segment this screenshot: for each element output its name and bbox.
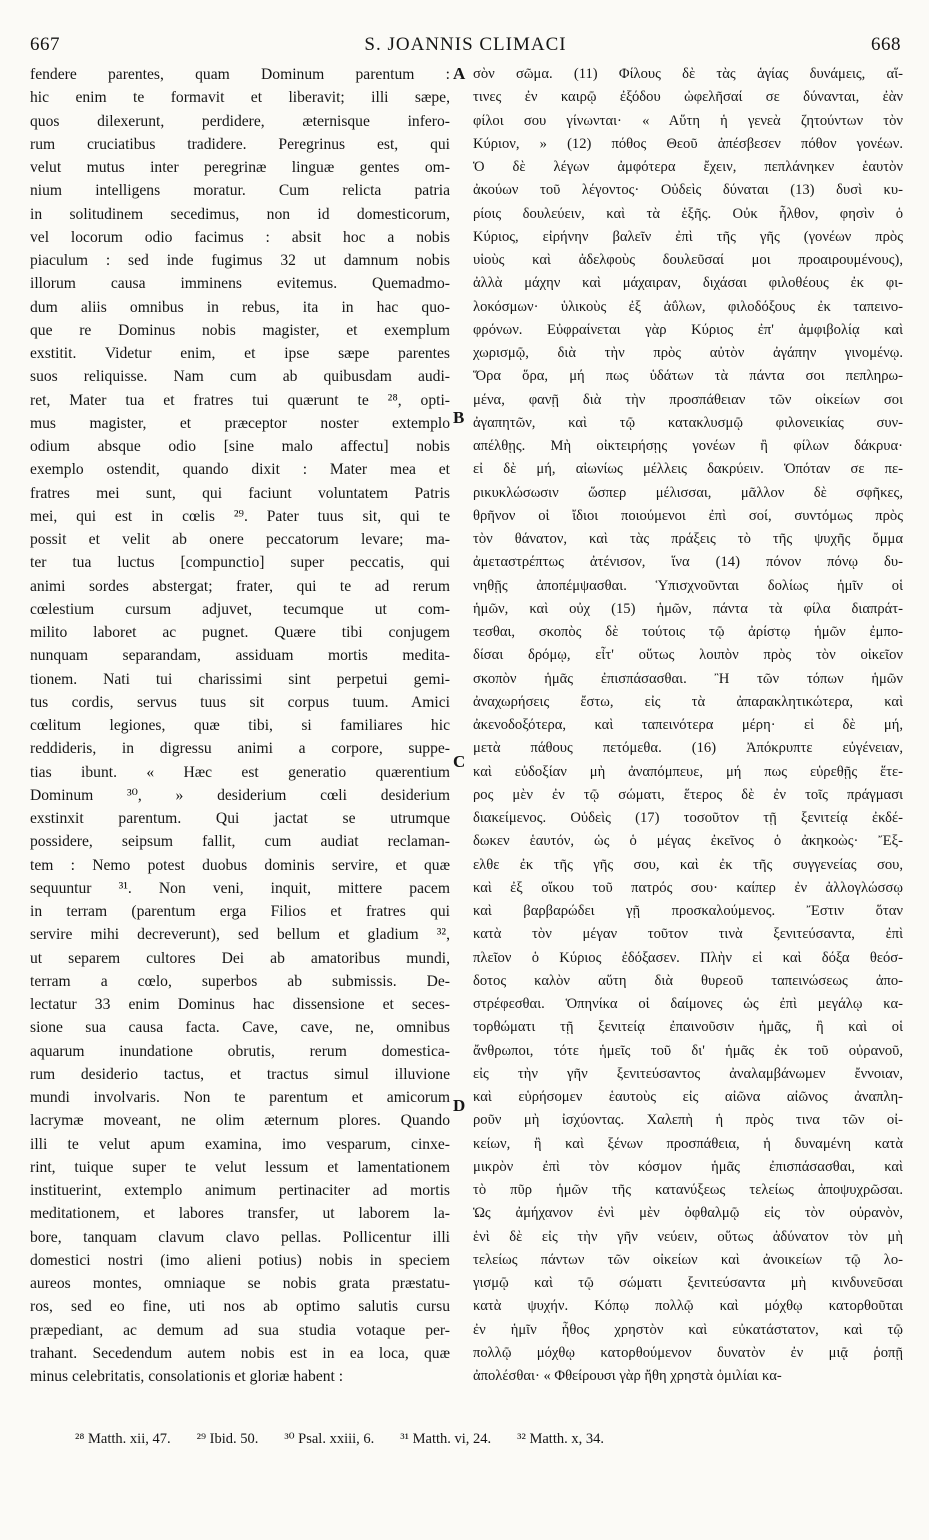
greek-text-line: ροῦν μὴ ἰσχύοντας. Χαλεπὴ ἡ πρὸς τινα τῶν οἰ- xyxy=(473,1112,903,1129)
latin-text-line: hic enim te formavit et liberavit; illi sæpe, xyxy=(30,89,450,107)
greek-text-line: μένα, φανῇ διὰ τὴν προσπάθειαν τῶν οἰκείων σοι xyxy=(473,391,903,408)
footnote: ²⁸ Matth. xii, 47. xyxy=(75,1431,171,1447)
greek-text-line: φίλοι σου γίνωνται· « Αὕτη ἡ γενεὰ ζητούντων τὸν xyxy=(473,112,903,129)
latin-text-line: possit et velit ab onere peccatorum levare; ma- xyxy=(30,531,450,548)
latin-text-line: instituerint, extemplo animum pertinaciter ad mortis xyxy=(30,1182,450,1199)
greek-text-line: στρέφεσθαι. Ὁπηνίκα οἱ δαίμονες ὡς ἐπὶ μεγάλῳ κα- xyxy=(473,996,903,1012)
greek-text-line: δοτος καλὸν αὕτη διὰ θυρεοῦ ταπεινώσεως ἀπο- xyxy=(473,972,903,989)
margin-letter-b: B xyxy=(453,408,465,427)
greek-text-line: φρόνων. Εὐφραίνεται γὰρ Κύριος ἐπ' ἀμφιβολίᾳ καὶ xyxy=(473,321,903,338)
greek-text-line: ἀγαπητῶν, καὶ τῷ κατακλυσμῷ φιλονεικίας συν- xyxy=(473,414,903,431)
page-number-left: 667 xyxy=(30,34,60,55)
greek-text-line: εἰ δὲ μή, αἰωνίως μέλλεις δακρύειν. Ὁπόταν σε πε- xyxy=(473,461,903,478)
latin-text-line: lectatur 33 enim Dominus hac dissensione et seces- xyxy=(30,996,450,1013)
greek-text-line: ἀναχωρήσεις ἔστω, εἰς τὰ ἀπαρακλητικώτερα, καὶ xyxy=(473,693,903,710)
greek-text-line: δίσαι δρόμῳ, εἶτ' οὕτως λοιπὸν πρὸς τὸν οἰκεῖον xyxy=(473,647,903,664)
greek-text-line: ρικυκλώσωσιν ὥσπερ μέλισσαι, μᾶλλον δὲ σφῆκες, xyxy=(473,484,903,501)
greek-text-line: ρος μὲν ἐν τῷ σώματι, ἕτερος δὲ ἐν τοῖς πράγμασι xyxy=(473,786,903,803)
greek-text-line: ἀπολέσθαι· « Φθείρουσι γὰρ ἤθη χρηστὰ ὁμιλίαι κα- xyxy=(473,1368,782,1384)
latin-text-line: tionem. Nati tui charissimi sint perpetui gemi- xyxy=(30,670,450,688)
greek-text-line: καὶ βαρβαρώδει γῇ προσκαλούμενος. Ἔστιν ὅταν xyxy=(473,903,903,919)
latin-text-line: bore, tanquam clavum clavo pellas. Pollicentur illi xyxy=(30,1228,450,1246)
greek-text-line: κατὰ τὸν μέγαν τοῦτον τινὰ ξενιτεύσαντα, ἐπὶ xyxy=(473,926,903,943)
greek-text-line: λοκόσμων· ὑλικοὺς ἐξ ἀΰλων, φιλοδόξους ἐκ ταπεινο- xyxy=(473,298,903,315)
greek-text-line: θρῆνον οἱ ἴδιοι ποιούμενοι ἐπὶ σοί, συντόμως πρὸς xyxy=(473,507,903,524)
greek-text-line: κείων, ἢ καὶ ξένων προσπάθεια, ἡ δυναμένη κατὰ xyxy=(473,1135,903,1152)
greek-text-line: διακείμενος. Οὐδεὶς (17) τοσοῦτον τῇ ξενιτείᾳ ἐκδέ- xyxy=(473,810,903,826)
latin-text-line: fendere parentes, quam Dominum parentum : xyxy=(30,66,450,83)
greek-text-line: τελείως πάντων τῶν οἰκείων καὶ ἀνοικείων τῷ λο- xyxy=(473,1251,903,1268)
greek-text-line: μικρὸν ἐπὶ τὸν κόσμον ἡμᾶς ἐπισπάσασθαι, καὶ xyxy=(473,1158,903,1175)
greek-text-line: ἀκούων τοῦ λέγοντος· Οὐδεὶς δύναται (13) δυσὶ κυ- xyxy=(473,182,903,199)
greek-text-line: υἱοὺς καὶ ἀδελφοὺς δουλεῦσαί μοι προαιρουμένους), xyxy=(473,252,903,268)
greek-text-line: τορθώματι τῇ ξενιτείᾳ ἐπαινοῦσιν ἡμᾶς, ἢ καὶ οἱ xyxy=(473,1019,903,1036)
greek-text-line: καὶ εὑρήσομεν ἑαυτοὺς εἰς αἰῶνα αἰῶνος ἀναπλη- xyxy=(473,1089,903,1105)
greek-text-line: Ὅρα ὅρα, μή πως ὑδάτων τὰ πάντα σοι πεπληρω- xyxy=(473,368,903,385)
greek-text-line: απέλθῃς. Μὴ οἰκτειρήσῃς γονέων ἢ φίλων δάκρυα· xyxy=(473,438,903,454)
footnote: ²⁹ Ibid. 50. xyxy=(196,1431,259,1447)
latin-text-line: servire mihi decreverunt), sed bellum et gladium ³², xyxy=(30,926,450,944)
latin-text-line: præpediant, ac demum ad sua studia votaque per- xyxy=(30,1321,450,1339)
latin-text-line: cœlitum legiones, quæ tibi, si familiares hic xyxy=(30,717,450,734)
latin-text-line: tus cordis, servus tuus sit corpus tuum. Amici xyxy=(30,693,450,711)
latin-text-line: animi sordes abstergat; frater, qui te ad rerum xyxy=(30,577,450,595)
latin-text-line: odium absque odio [sine malo affectu] nobis xyxy=(30,438,450,455)
footnotes xyxy=(75,1431,869,1448)
greek-text-line: ἑνὶ δὲ εἰς τὴν γῆν νεύειν, οὕτως ἀδύνατον τὸν μὴ xyxy=(473,1228,903,1245)
greek-text-line: τὸ πῦρ ἡμῶν τῆς κατανύξεως τελείως ἀποψυχρῶσαι. xyxy=(473,1182,903,1198)
latin-text-line: tias ibunt. « Hæc est generatio quærentium xyxy=(30,763,450,781)
latin-text-line: quos dilexerunt, perdidere, æternisque infero- xyxy=(30,112,450,130)
greek-text-line: μετὰ πάθους πετόμεθα. (16) Ἀπόκρυπτε εὐγένειαν, xyxy=(473,740,903,757)
footnote: ³² Matth. x, 34. xyxy=(517,1431,604,1447)
latin-column xyxy=(30,63,450,1388)
greek-text-line: ἀμεταστρέπτως ἀτένισον, ἵνα (14) πόνον πόνῳ δυ- xyxy=(473,554,903,571)
latin-text-line: ros, sed eo fine, uti nos ab optimo salutis cursu xyxy=(30,1298,450,1316)
footnote: ³¹ Matth. vi, 24. xyxy=(400,1431,492,1447)
latin-text-line: rum desiderio tactus, et tractus simul illuvione xyxy=(30,1065,450,1083)
greek-text-line: σὸν σῶμα. (11) Φίλους δὲ τὰς ἁγίας δυνάμεις, αἵ- xyxy=(473,66,903,82)
greek-text-line: Κύριος, εἰρήνην βαλεῖν ἐπὶ τῆς γῆς (γονέων πρὸς xyxy=(473,228,903,245)
greek-text-line: καὶ ἐξ οἴκου τοῦ πατρός σου· καίπερ ἐν ἀλλογλώσσῳ xyxy=(473,879,903,896)
latin-text-line: terram a cœlo, superbos ab submissis. De- xyxy=(30,972,450,990)
greek-text-line: ρίοις δουλεύειν, καὶ τὰ ἑξῆς. Οὐκ ἦλθον, φησὶν ὁ xyxy=(473,205,903,222)
latin-text-line: ter tua luctus [compunctio] super peccatis, qui xyxy=(30,554,450,572)
greek-column xyxy=(473,63,903,1388)
latin-text-line: aquarum inundatione obrutis, rerum domestica- xyxy=(30,1042,450,1060)
greek-text-line: ἀλλὰ μάχην καὶ μάχαιραν, διχάσαι φιλοθέους ἐκ φι- xyxy=(473,275,903,292)
greek-text-line: Ὡς ἀμήχανον ἐνὶ μὲν ὀφθαλμῷ εἰς τὸν οὐρανὸν, xyxy=(473,1205,903,1222)
latin-text-line: sequuntur ³¹. Non veni, inquit, mittere pacem xyxy=(30,879,450,897)
margin-letter-a: A xyxy=(453,64,466,83)
greek-text-line: δωκεν ἑαυτόν, ὡς ὁ μέγας ἐκεῖνος ὁ ἀκηκοὼς· Ἔξ- xyxy=(473,833,903,850)
latin-text-line: exstitit. Videtur enim, et ipse sæpe parentes xyxy=(30,345,450,362)
latin-text-line: domestici nostri (imo alieni potius) nobis in speciem xyxy=(30,1251,450,1269)
greek-text-line: εἰς τὴν γῆν ξενιτεύσαντος ἀναλαμβάνωμεν ἔννοιαν, xyxy=(473,1065,903,1082)
margin-letter-d: D xyxy=(453,1096,466,1115)
greek-text-line: ἐν ἡμῖν ἦθος χρηστὸν καὶ εὐκατάστατον, καὶ τῷ xyxy=(473,1321,903,1338)
latin-text-line: possidere, seipsum fallit, cum audiat reclaman- xyxy=(30,833,450,851)
latin-text-line: milito laboret ac pugnet. Quære tibi conjugem xyxy=(30,624,450,641)
latin-text-line: ret, Mater tua et fratres tui quærunt te ²⁸, opti- xyxy=(30,391,450,409)
latin-text-line: rum cruciatibus tradidere. Peregrinus est, qui xyxy=(30,135,450,153)
greek-text-line: πλεῖον ὁ Κύριος ἐδόξασεν. Πλὴν εἰ καὶ δόξα θεόσ- xyxy=(473,949,903,966)
greek-text-line: χωρισμῷ, διὰ τὴν πρὸς αὐτὸν ἀγάπην γινομένῳ. xyxy=(473,345,903,361)
latin-text-line: lacrymæ moveant, ne olim æternum plores. Quando xyxy=(30,1112,450,1130)
latin-text-line: minus celebritatis, consolationis et gloriæ habent : xyxy=(30,1368,344,1385)
greek-text-line: καὶ εὐδοξίαν μὴ ἀναπόμπευε, μή πως εὑρεθῇς ἕτε- xyxy=(473,763,903,780)
greek-text-line: ελθε ἐκ τῆς γῆς σου, καὶ ἐκ τῆς συγγενείας σου, xyxy=(473,856,903,873)
latin-text-line: mei, qui est in cœlis ²⁹. Pater tuus sit, qui te xyxy=(30,507,450,525)
page-number-right: 668 xyxy=(871,34,901,55)
latin-text-line: trahant. Secedendum autem nobis est in ea loca, quæ xyxy=(30,1344,450,1362)
latin-text-line: piaculum : sed inde fugimus 32 ut damnum nobis xyxy=(30,252,450,269)
greek-text-line: τὸν θάνατον, καὶ τὰς πράξεις τὸ τῆς ψυχῆς ὄμμα xyxy=(473,531,903,547)
latin-text-line: mus magister, et præceptor noster extemplo xyxy=(30,414,450,432)
margin-letter-c: C xyxy=(453,752,466,771)
greek-text-line: σκοπὸν ἡμᾶς ἐπισπάσασθαι. Ἢ τῶν τόπων ἡμῶν xyxy=(473,670,903,687)
latin-text-line: dum aliis omnibus in rebus, ita in hac quo- xyxy=(30,298,450,316)
running-header xyxy=(30,34,901,58)
greek-text-line: ἀκενοδοξότερα, καὶ ταπεινότερα μέρη· εἰ δὲ μή, xyxy=(473,717,903,733)
greek-text-line: τεσθαι, σκοπὸς δὲ τούτοις τῷ ἀρίστῳ ἡμῶν ἐμπο- xyxy=(473,624,903,640)
latin-text-line: ut separem cultores Dei ab amatoribus mundi, xyxy=(30,949,450,967)
greek-text-line: γισμῷ καὶ τῷ σώματι ξενιτεύσαντα μὴ κινδυνεῦσαι xyxy=(473,1275,903,1291)
footnote: ³⁰ Psal. xxiii, 6. xyxy=(284,1431,375,1447)
greek-text-line: τινες ἐν καιρῷ ἐξόδου ὠφελῆσαί σε δύνανται, ἐὰν xyxy=(473,89,903,106)
latin-text-line: illorum causa imminens evitemus. Quemadmo- xyxy=(30,275,450,293)
latin-text-line: Dominum ³⁰, » desiderium cœli desiderium xyxy=(30,786,450,804)
latin-text-line: fratres mei sunt, qui faciunt voluntatem Patris xyxy=(30,484,450,502)
latin-text-line: que re Dominus nobis magister, et exemplum xyxy=(30,321,450,339)
latin-text-line: in solitudinem secedimus, non id domesticorum, xyxy=(30,205,450,223)
latin-text-line: in terram (parentum erga Filios et fratres qui xyxy=(30,903,450,920)
latin-text-line: tem : Nemo potest duobus dominis servire, et quæ xyxy=(30,856,450,874)
greek-text-line: ἡμῶν, καὶ οὐχ (15) ἡμῶν, πάντα τὰ φίλα διαπράτ- xyxy=(473,600,903,617)
latin-text-line: exstinxit parentum. Qui jactat se utrumque xyxy=(30,810,450,827)
running-title: S. JOANNIS CLIMACI xyxy=(364,34,567,55)
latin-text-line: mundi involvaris. Non te parentum et amicorum xyxy=(30,1089,450,1106)
latin-text-line: velut mutus inter peregrinæ linguæ gentes om- xyxy=(30,159,450,176)
greek-text-line: ἄνθρωποι, τότε ἡμεῖς τοῦ δι' ἡμᾶς ἐκ τοῦ οὐρανοῦ, xyxy=(473,1042,903,1059)
latin-text-line: rint, tuique super te velut lessum et lamentationem xyxy=(30,1158,450,1176)
latin-text-line: sione sua causa facta. Cave, cave, ne, omnibus xyxy=(30,1019,450,1037)
latin-text-line: nunquam separandam, assiduam mortis medita- xyxy=(30,647,450,665)
latin-text-line: reddideris, in digressu animi a corpore, suppe- xyxy=(30,740,450,758)
latin-text-line: meditationem, et labores transfer, ut laborem la- xyxy=(30,1205,450,1223)
latin-text-line: illi te velut apum examina, imo vesparum, cinxe- xyxy=(30,1135,450,1153)
latin-text-line: suos reliquisse. Nam cum ab quibusdam audi- xyxy=(30,368,450,386)
greek-text-line: Κύριον, » (12) πόθος Θεοῦ ἀπέσβεσεν πόθον γονέων. xyxy=(473,135,903,152)
latin-text-line: cœlestium cursum adjuvet, tecumque ut com- xyxy=(30,600,450,618)
greek-text-line: Ὁ δὲ λέγων ἀμφότερα ἔχειν, πεπλάνηκεν ἑαυτὸν xyxy=(473,159,903,175)
latin-text-line: vel locorum odio facimus : absit hoc a nobis xyxy=(30,228,450,246)
latin-text-line: aureos montes, omniaque se nobis grata præstatu- xyxy=(30,1275,450,1292)
greek-text-line: νηθῇς ἀποπέμψασθαι. Ὑπισχνοῦνται δολίως ἡμῖν οἱ xyxy=(473,577,903,594)
greek-text-line: κατὰ ψυχήν. Κόπῳ πολλῷ καὶ μόχθῳ κατορθοῦται xyxy=(473,1298,903,1315)
latin-text-line: exemplo ostendit, quando dixit : Mater mea et xyxy=(30,461,450,479)
latin-text-line: nium intelligens moratur. Cum relicta patria xyxy=(30,182,450,200)
greek-text-line: πολλῷ μόχθῳ κατορθούμενον δυνατὸν ἐν μιᾷ ῥοπῇ xyxy=(473,1344,903,1361)
